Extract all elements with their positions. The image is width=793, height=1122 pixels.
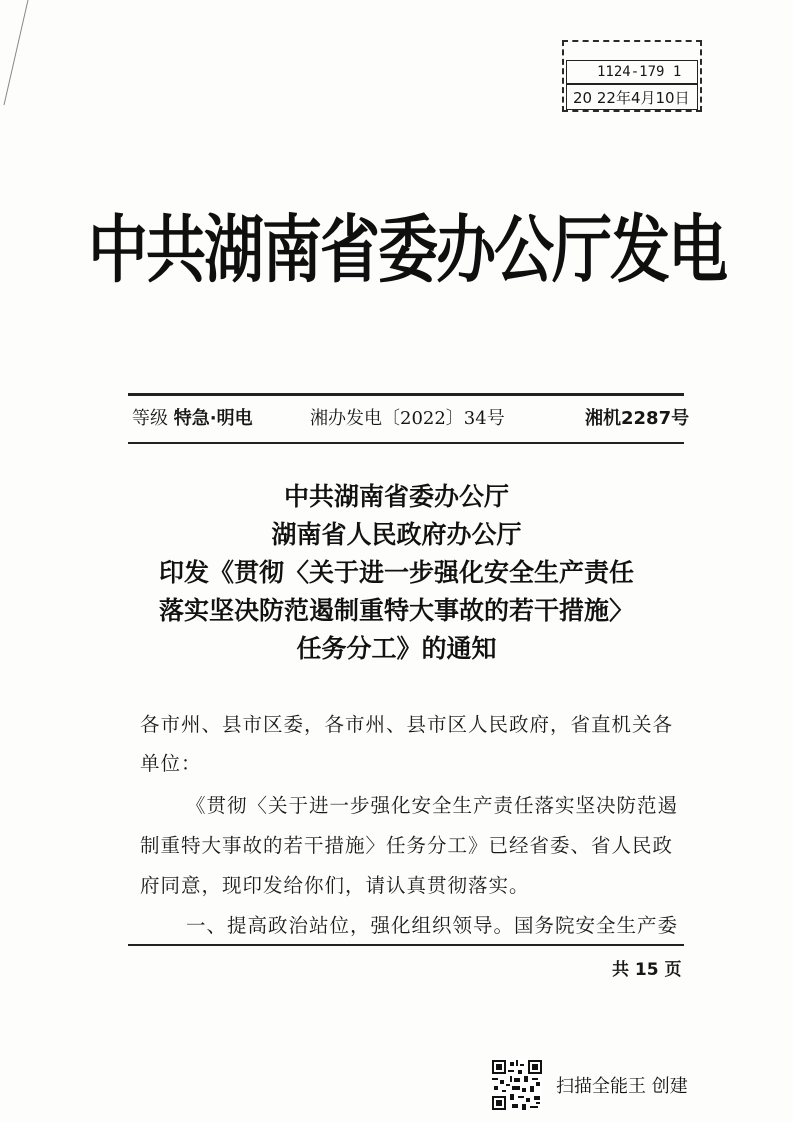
corner-scan-line bbox=[0, 0, 90, 110]
body-text-line: 制重特大事故的若干措施〉任务分工》已经省委、省人民政 bbox=[140, 834, 674, 857]
body-text-line: 一、提高政治站位，强化组织领导。国务院安全生产委 bbox=[186, 914, 679, 937]
stamp-number: 1124-179 1 bbox=[597, 64, 682, 80]
scanner-label: 扫描全能王 创建 bbox=[556, 1076, 688, 1097]
page-count: 共 15 页 bbox=[612, 960, 682, 980]
body-text-line: 《贯彻〈关于进一步强化安全生产责任落实坚决防范遏 bbox=[186, 794, 679, 817]
header-rule-bottom bbox=[128, 442, 684, 444]
stamp-date-row bbox=[566, 84, 698, 110]
scanner-watermark bbox=[492, 1060, 688, 1110]
body-text-line: 单位： bbox=[140, 752, 202, 775]
body-text-line: 府同意，现印发给你们，请认真贯彻落实。 bbox=[140, 874, 530, 897]
urgency-level bbox=[132, 404, 253, 430]
notice-title-line: 印发《贯彻〈关于进一步强化安全生产责任 bbox=[158, 558, 634, 587]
stamp-number-row bbox=[566, 60, 698, 84]
document-header-title: 中共湖南省委办公厅发电 bbox=[88, 207, 726, 294]
notice-title-line: 中共湖南省委办公厅 bbox=[283, 482, 509, 511]
receipt-stamp bbox=[562, 40, 702, 112]
body-text-line: 各市州、县市区委，各市州、县市区人民政府，省直机关各 bbox=[140, 713, 674, 736]
notice-title-line: 任务分工》的通知 bbox=[296, 634, 497, 663]
document-number: 湘办发电〔2022〕34号 bbox=[310, 408, 505, 429]
qr-code-icon bbox=[492, 1060, 542, 1110]
notice-title-line: 湖南省人民政府办公厅 bbox=[271, 520, 522, 549]
telegram-reference-number: 湘机2287号 bbox=[585, 408, 690, 429]
notice-title-line: 落实坚决防范遏制重特大事故的若干措施〉 bbox=[158, 596, 634, 625]
urgency-level-label: 等级 bbox=[132, 408, 168, 429]
stamp-date: 20 22年4月10日 bbox=[573, 88, 690, 107]
header-rule-top bbox=[128, 393, 684, 396]
urgency-level-value: 特急·明电 bbox=[173, 408, 253, 429]
footer-rule bbox=[128, 944, 684, 946]
